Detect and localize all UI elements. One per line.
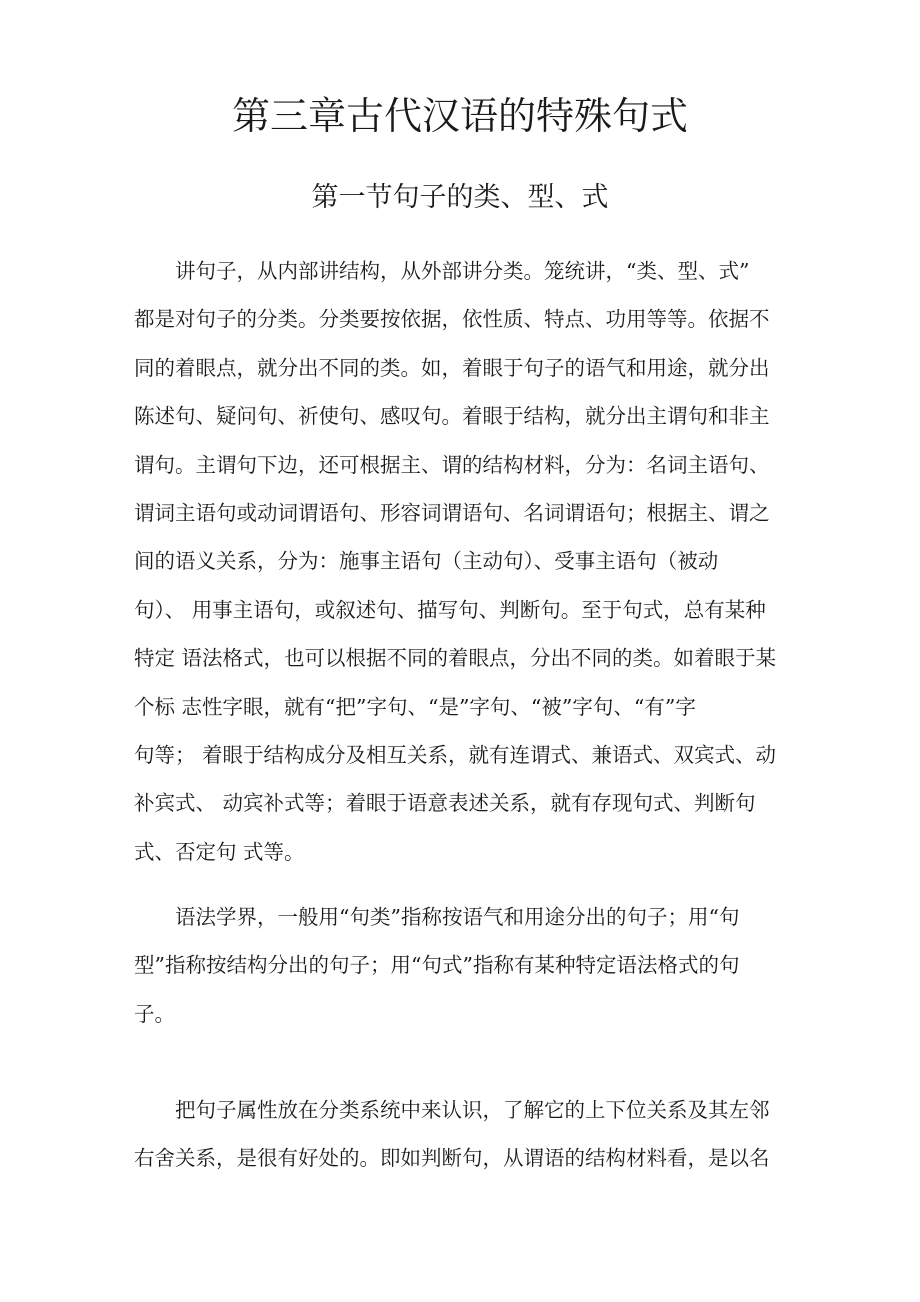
paragraph-line: 子。 <box>134 1001 175 1026</box>
chapter-title: 第三章古代汉语的特殊句式 <box>231 94 688 138</box>
paragraph-line: 式、否定句 式等。 <box>134 839 305 864</box>
paragraph-line: 补宾式、 动宾补式等；着眼于语意表述关系，就有存现句式、判断句 <box>134 791 756 816</box>
paragraph-line: 句等； 着眼于结构成分及相互关系，就有连谓式、兼语式、双宾式、动 <box>134 742 777 767</box>
paragraph-line: 个标 志性字眼，就有“把”字句、“是”字句、“被”字句、“有”字 <box>134 694 696 719</box>
paragraph-line: 谓词主语句或动词谓语句、形容词谓语句、名词谓语句；根据主、谓之 <box>134 500 770 525</box>
paragraph-line: 间的语义关系，分为：施事主语句（主动句）、受事主语句（被动 <box>134 549 719 574</box>
section-title: 第一节句子的类、型、式 <box>311 182 609 213</box>
paragraph-line: 句）、 用事主语句，或叙述句、描写句、判断句。至于句式，总有某种 <box>134 597 766 622</box>
paragraph-line: 陈述句、疑问句、祈使句、感叹句。着眼于结构，就分出主谓句和非主 <box>134 404 770 429</box>
paragraph-line: 特定 语法格式，也可以根据不同的着眼点，分出不同的类。如着眼于某 <box>134 646 777 671</box>
paragraph-line: 同的着眼点，就分出不同的类。如，着眼于句子的语气和用途，就分出 <box>134 355 770 380</box>
paragraph-line: 谓句。主谓句下边，还可根据主、谓的结构材料，分为：名词主语句、 <box>134 452 770 477</box>
paragraph-1 <box>134 247 789 876</box>
paragraph-line: 右舍关系，是很有好处的。即如判断句，从谓语的结构材料看，是以名 <box>134 1146 770 1171</box>
paragraph-line: 把句子属性放在分类系统中来认识，了解它的上下位关系及其左邻 <box>175 1098 770 1122</box>
paragraph-line: 讲句子，从内部讲结构，从外部讲分类。笼统讲，“类、型、式” <box>175 259 750 283</box>
paragraph-line: 语法学界，一般用“句类”指称按语气和用途分出的句子；用“句 <box>175 905 740 929</box>
paragraph-2 <box>134 893 789 1038</box>
paragraph-line: 型”指称按结构分出的句子；用“句式”指称有某种特定语法格式的句 <box>134 953 740 978</box>
paragraph-line: 都是对句子的分类。分类要按依据，依性质、特点、功用等等。依据不 <box>134 307 770 332</box>
paragraph-3 <box>134 1086 789 1183</box>
